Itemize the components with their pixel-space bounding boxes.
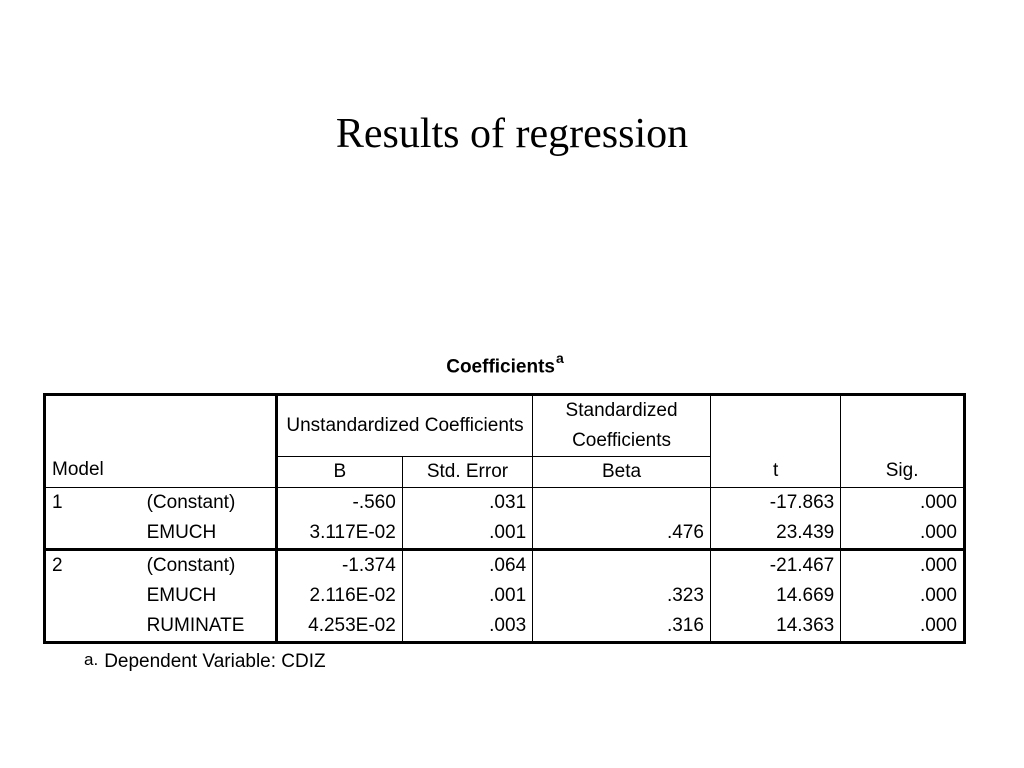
cell-variable: (Constant) [146,555,236,576]
coefficients-table [43,393,966,644]
table-row [45,611,965,643]
table-caption-text: Coefficients [446,356,555,378]
footnote-text: Dependent Variable: CDIZ [104,651,326,672]
cell-t: 14.363 [710,611,840,643]
cell-variable: (Constant) [146,492,236,513]
slide-title: Results of regression [335,111,689,157]
cell-beta [533,488,711,519]
cell-std-error: .031 [402,488,532,519]
cell-sig: .000 [841,488,965,519]
header-b: B [276,457,402,488]
cell-sig: .000 [841,611,965,643]
cell-beta: .323 [533,581,711,611]
cell-b: -1.374 [276,550,402,582]
cell-variable: RUMINATE [146,615,245,636]
footnote-mark: a. [84,650,99,669]
cell-std-error: .001 [402,518,532,550]
cell-b: 4.253E-02 [276,611,402,643]
cell-beta: .316 [533,611,711,643]
table-row [45,581,965,611]
header-model: Model [45,395,277,488]
table-footnote [84,650,326,673]
cell-model [45,611,141,643]
table-row [45,488,965,519]
header-standardized: Standardized Coefficients [533,395,711,457]
cell-model [45,518,141,550]
cell-sig: .000 [841,550,965,582]
table-row [45,550,965,582]
cell-beta [533,550,711,582]
cell-b: 3.117E-02 [276,518,402,550]
header-t: t [710,395,840,488]
cell-model: 1 [52,492,63,513]
cell-variable: EMUCH [141,518,277,550]
cell-model: 2 [52,555,63,576]
cell-t: 14.669 [710,581,840,611]
table-header-row [45,395,965,457]
cell-std-error: .064 [402,550,532,582]
cell-t: 23.439 [710,518,840,550]
cell-std-error: .001 [402,581,532,611]
cell-sig: .000 [841,518,965,550]
table-row [45,518,965,550]
header-unstandardized: Unstandardized Coefficients [276,395,532,457]
header-std-error: Std. Error [402,457,532,488]
cell-b: 2.116E-02 [276,581,402,611]
table-caption [0,352,1010,378]
cell-t: -17.863 [710,488,840,519]
table-caption-footnote-mark: a [555,350,564,366]
cell-sig: .000 [841,581,965,611]
header-sig: Sig. [841,395,965,488]
cell-beta: .476 [533,518,711,550]
cell-variable: EMUCH [146,585,217,606]
cell-t: -21.467 [710,550,840,582]
header-beta: Beta [533,457,711,488]
cell-model [45,581,141,611]
cell-b: -.560 [276,488,402,519]
cell-std-error: .003 [402,611,532,643]
